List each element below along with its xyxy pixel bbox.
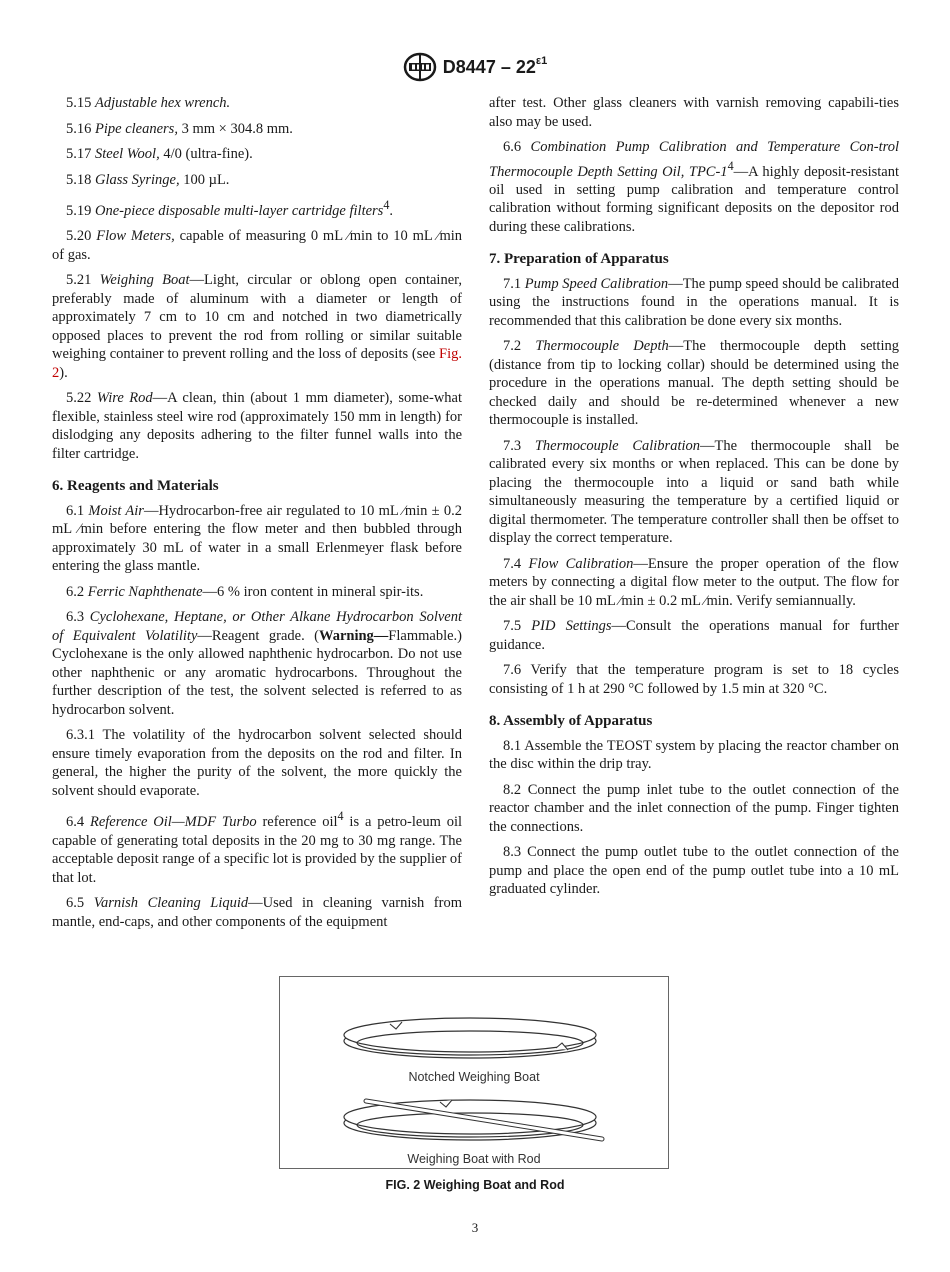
paragraph-5-22: 5.22 Wire Rod—A clean, thin (about 1 mm diameter), some-what flexible, stainless steel wire rod (approximately 150 mm in length) for dislodging any deposits adhering to the filter funnel walls into the filter cartridge. bbox=[52, 390, 463, 462]
paragraph-6-5-continued: after test. Other glass cleaners with varnish removing capabili-ties also may be used. bbox=[489, 95, 899, 130]
astm-logo-icon bbox=[403, 52, 437, 82]
section-8-title: 8. Assembly of Apparatus bbox=[489, 713, 653, 730]
paragraph-7-2: 7.2 Thermocouple Depth—The thermocouple depth setting (distance from tip to locking collar) should be determined using the procedure in the operations manual. The depth setting should be checked daily and should be re-determined whenever a new thermocouple is installed. bbox=[489, 338, 899, 429]
notched-weighing-boat-label: Notched Weighing Boat bbox=[408, 1070, 540, 1084]
weighing-boat-with-rod-drawing bbox=[344, 1100, 602, 1140]
paragraph-8-3: 8.3 Connect the pump outlet tube to the outlet connection of the pump and place the open end of the pump outlet tube into a 10 mL graduated cylinder. bbox=[489, 844, 899, 898]
paragraph-6-1: 6.1 Moist Air—Hydrocarbon-free air regulated to 10 mL ⁄min ± 0.2 mL ⁄min before entering the flow meter and then bubbled through approximately 30 mL of water in a small Erlenmeyer flask before entering the glass mantle. bbox=[52, 502, 463, 575]
paragraph-6-4: 6.4 Reference Oil—MDF Turbo reference oil$^4$ is a petro-leum oil capable of generating total deposits in the 20 mg to 30 mg range. The acceptable deposit range of a specific lot is provided by the supplier of that lot. bbox=[52, 809, 463, 886]
paragraph-7-5: 7.5 PID Settings—Consult the operations manual for further guidance. bbox=[489, 618, 899, 653]
paragraph-6-3-1: 6.3.1 The volatility of the hydrocarbon solvent selected should ensure timely evaporation from the deposits on the rod and filter. In general, the higher the purity of the solvent, the more quickly the solvent should evaporate. bbox=[52, 727, 462, 799]
paragraph-8-1: 8.1 Assemble the TEOST system by placing the reactor chamber on the disc within the drip tray. bbox=[489, 737, 899, 773]
paragraph-5-21: 5.21 Weighing Boat—Light, circular or oblong open container, preferably made of aluminum with a diameter or length of approximately 7 cm to 10 cm and notched in two diametrically opposed places to prevent the rod from rolling or similar suitable weighing container to prevent rolling and the loss of deposits (see Fig. 2). bbox=[52, 272, 462, 381]
paragraph-5-20: 5.20 Flow Meters, capable of measuring 0 mL ⁄min to 10 mL ⁄min of gas. bbox=[52, 228, 463, 263]
paragraph-7-6: 7.6 Verify that the temperature program is set to 18 cycles consisting of 1 h at 290 °C followed by 1.5 min at 320 °C. bbox=[489, 662, 899, 697]
figure-2-link[interactable]: Fig. 2 bbox=[52, 346, 462, 381]
paragraph-5-16: 5.16 Pipe cleaners, 3 mm × 304.8 mm. bbox=[66, 120, 293, 137]
paragraph-5-19: 5.19 One-piece disposable multi-layer cartridge filters$^4$. bbox=[66, 198, 394, 219]
figure-caption: FIG. 2 Weighing Boat and Rod bbox=[385, 1178, 565, 1192]
page-number: 3 bbox=[471, 1220, 479, 1235]
paragraph-6-5: 6.5 Varnish Cleaning Liquid—Used in cleaning varnish from mantle, end-caps, and other components of the equipment bbox=[52, 895, 462, 930]
page-header bbox=[0, 52, 950, 87]
notched-weighing-boat-drawing bbox=[344, 1018, 596, 1058]
paragraph-5-17: 5.17 Steel Wool, 4/0 (ultra-fine). bbox=[66, 146, 253, 162]
paragraph-7-1: 7.1 Pump Speed Calibration—The pump speed should be calibrated using the instructions found in the operations manual. It is recommended that this calibration be done every six months. bbox=[489, 275, 899, 329]
document-id: $D8447 - 22^{\varepsilon 1}$ bbox=[442, 54, 548, 77]
paragraph-6-2: 6.2 Ferric Naphthenate—6 % iron content in mineral spir-its. bbox=[66, 583, 424, 600]
paragraph-5-15: 5.15 Adjustable hex wrench. bbox=[66, 95, 231, 111]
paragraph-6-3: 6.3 Cyclohexane, Heptane, or Other Alkane Hydrocarbon Solvent of Equivalent Volatility—Reagent grade. (Warning—Flammable.) Cyclohexane is the only allowed naphthenic hydrocarbon. Do not use other naphthenic or any aromatic hydrocarbons. Throughout the further description of the test, the solvent selected is referred to as hydrocarbon solvent. bbox=[52, 609, 462, 718]
paragraph-6-6: 6.6 Combination Pump Calibration and Temperature Con-trol Thermocouple Depth Setting Oil, TPC-$1^4—A$ highly deposit-resistant oil used in setting pump calibration and temperature control calibration without forming significant deposits on the depositor rod during these calibrations. bbox=[489, 139, 900, 235]
paragraph-8-2: 8.2 Connect the pump inlet tube to the outlet connection of the reactor chamber and the inlet connection of the pump. Finger tighten the connections. bbox=[489, 781, 899, 835]
section-6-title: 6. Reagents and Materials bbox=[52, 478, 219, 495]
figure-2-box bbox=[279, 976, 669, 1169]
paragraph-5-18: 5.18 Glass Syringe, 100 µL. bbox=[66, 171, 230, 188]
right-column bbox=[489, 94, 899, 906]
section-7-title: 7. Preparation of Apparatus bbox=[489, 251, 669, 268]
left-column bbox=[52, 94, 462, 938]
paragraph-7-3: 7.3 Thermocouple Calibration—The thermocouple shall be calibrated every six months or when replaced. This can be done by placing the thermocouple into a liquid or sand bath while simultaneously measuring the temperature by a certified liquid or digital thermometer. The temperature controller shall then be offset to display the correct temperature. bbox=[489, 437, 899, 547]
weighing-boat-with-rod-label: Weighing Boat with Rod bbox=[407, 1152, 541, 1166]
paragraph-7-4: 7.4 Flow Calibration—Ensure the proper operation of the flow meters by connecting a digital flow meter to the output. The flow for the air shall be 10 mL ⁄min ± 0.2 mL ⁄min. Verify semiannually. bbox=[489, 555, 900, 609]
